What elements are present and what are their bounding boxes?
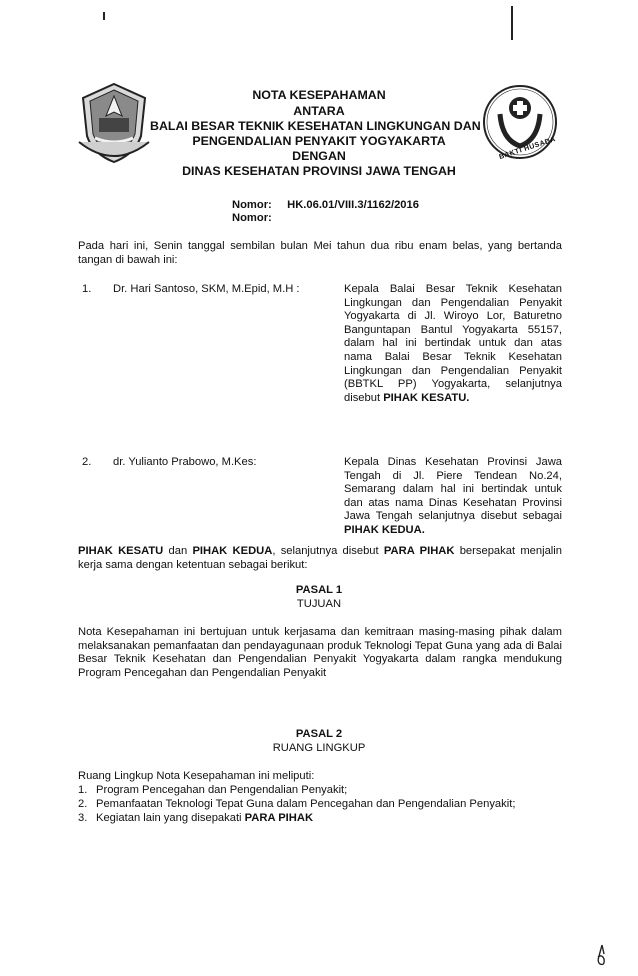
party-1-designation: PIHAK KESATU. xyxy=(383,391,470,404)
party-2-name: dr. Yulianto Prabowo, M.Kes: xyxy=(113,456,257,468)
agreement-and: dan xyxy=(163,545,193,557)
title-line-6: DINAS KESEHATAN PROVINSI JAWA TENGAH xyxy=(182,164,456,178)
scope-item-2 xyxy=(78,798,562,812)
agreement-paragraph xyxy=(78,545,562,572)
scan-mark xyxy=(511,6,513,40)
party-2-description-text: Kepala Dinas Kesehatan Provinsi Jawa Tengah di Jl. Piere Tendean No.24, Semarang dalam hal ini bertindak untuk dan atas nama Dinas Kesehatan Provinsi Jawa Tengah selanjutnya disebut sebagai xyxy=(344,456,562,523)
scope-item-number: 1. xyxy=(78,784,88,796)
nomor-line-1 xyxy=(232,199,419,213)
scope-item-text: Kegiatan lain yang disepakati xyxy=(96,812,245,824)
party-1-description xyxy=(344,283,562,405)
agreement-party-2: PIHAK KEDUA xyxy=(192,545,273,557)
agreement-rest: bersepakat menjalin kerja sama dengan ketentuan sebagai berikut: xyxy=(78,545,562,571)
scope-item-bold: PARA PIHAK xyxy=(244,812,314,824)
pasal-1-heading: PASAL 1 xyxy=(295,584,343,596)
scope-item-3 xyxy=(78,812,562,826)
bakti-husada-label: BAKTI HUSADA xyxy=(498,136,557,162)
opening-paragraph: Pada hari ini, Senin tanggal sembilan bulan Mei tahun dua ribu enam belas, yang bertanda tangan di bawah ini: xyxy=(78,240,562,266)
party-1-name: Dr. Hari Santoso, SKM, M.Epid, M.H : xyxy=(113,283,300,295)
pasal-2-heading: PASAL 2 xyxy=(295,728,343,740)
party-2-description xyxy=(344,456,562,538)
agreement-para-pihak: PARA PIHAK xyxy=(383,545,455,557)
title-line-1: NOTA KESEPAHAMAN xyxy=(252,88,386,102)
title-line-2: ANTARA xyxy=(293,104,345,118)
party-1-description-text: Kepala Balai Besar Teknik Kesehatan Lingkungan dan Pengendalian Penyakit Yogyakarta di Jl. Wiroyo Lor, Baturetno Banguntapan Bantul Yogyakarta 55157, dalam hal ini bertindak untuk dan atas nama Balai Besar Teknik Kesehatan Lingkungan dan Pengendalian Penyakit (BBTKL PP) Yogyakarta, selanjutnya disebut xyxy=(344,283,562,404)
scope-item-1 xyxy=(78,784,562,798)
scope-item-number: 3. xyxy=(78,812,88,824)
party-2-designation-a: PIHAK xyxy=(344,523,379,536)
party-2-number: 2. xyxy=(82,456,92,468)
title-line-3: BALAI BESAR TEKNIK KESEHATAN LINGKUNGAN DAN xyxy=(150,120,481,133)
pasal-1-subheading: TUJUAN xyxy=(296,598,342,610)
pasal-1-body: Nota Kesepahaman ini bertujuan untuk kerjasama dan kemitraan masing-masing pihak dalam melaksanakan pemanfaatan dan pendayagunaan produk Teknologi Tepat Guna yang ada di Balai Besar Teknik Kesehatan dan Pengendalian Penyakit Yogyakarta dalam rangka mendukung Program Pencegahan dan Pengendalian Penyakit xyxy=(78,626,562,679)
nomor-value: HK.06.01/VIII.3/1162/2016 xyxy=(287,199,419,211)
title-line-4: PENGENDALIAN PENYAKIT YOGYAKARTA xyxy=(192,134,446,148)
title-line-5: DENGAN xyxy=(292,149,346,163)
scope-item-text: Pemanfaatan Teknologi Tepat Guna dalam Pencegahan dan Pengendalian Penyakit; xyxy=(96,798,516,810)
pasal-2-intro: Ruang Lingkup Nota Kesepahaman ini meliputi: xyxy=(78,770,315,782)
pasal-2-subheading: RUANG LINGKUP xyxy=(272,742,366,754)
party-1-number: 1. xyxy=(82,283,92,295)
scope-item-text: Program Pencegahan dan Pengendalian Penyakit; xyxy=(96,784,348,796)
handwritten-initial xyxy=(594,944,610,968)
agreement-mid: , selanjutnya disebut xyxy=(272,545,384,557)
party-2-designation-b: KEDUA. xyxy=(381,523,425,536)
scan-mark xyxy=(103,12,105,20)
nomor-line-2: Nomor: xyxy=(232,212,272,224)
nomor-label: Nomor: xyxy=(232,199,272,211)
agreement-party-1: PIHAK KESATU xyxy=(78,545,164,557)
scope-item-number: 2. xyxy=(78,798,88,810)
